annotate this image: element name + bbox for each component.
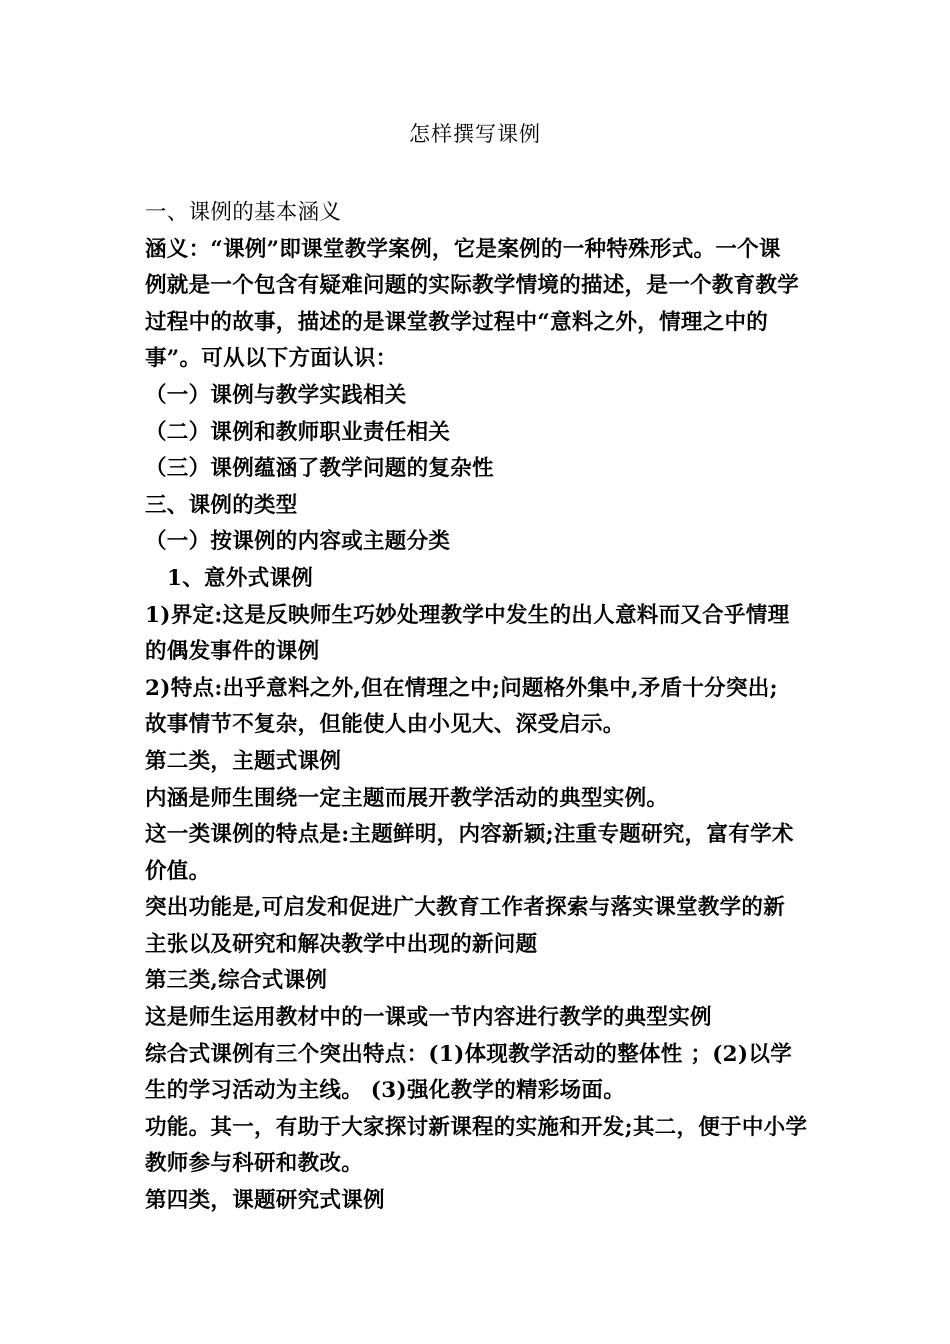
paragraph-line: 例就是一个包含有疑难问题的实际教学情境的描述，是一个教育教学 (145, 273, 800, 299)
document-body (145, 195, 815, 1220)
list-item: （三）课例蕴涵了教学问题的复杂性 (145, 456, 494, 482)
paragraph-line: 功能。其一，有助于大家探讨新课程的实施和开发;其二，便于中小学 (145, 1114, 808, 1140)
section-heading-3: 三、课例的类型 (145, 492, 298, 518)
paragraph-line: 这一类课例的特点是:主题鲜明，内容新颖;注重专题研究，富有学术 (145, 822, 794, 848)
category-heading: 第四类，课题研究式课例 (145, 1188, 385, 1214)
paragraph-line: 突出功能是,可启发和促进广大教育工作者探索与落实课堂教学的新 (145, 895, 785, 921)
paragraph-line: 价值。 (145, 858, 211, 884)
subsection-heading: （一）按课例的内容或主题分类 (145, 529, 451, 555)
section-heading-1: 一、课例的基本涵义 (145, 200, 342, 225)
category-heading: 第二类，主题式课例 (145, 748, 342, 774)
paragraph-line: 内涵是师生围绕一定主题而展开教学活动的典型实例。 (145, 785, 669, 811)
paragraph-line: 教师参与科研和教改。 (145, 1151, 364, 1177)
subsubsection-heading: 1、意外式课例 (167, 565, 314, 591)
paragraph-line: 事”。可从以下方面认识： (145, 346, 398, 372)
paragraph-line: 2)特点:出乎意料之外,但在情理之中;问题格外集中,矛盾十分突出; (145, 675, 778, 701)
paragraph-line: 过程中的故事，描述的是课堂教学过程中“意料之外，情理之中的 (145, 309, 769, 335)
category-heading: 第三类,综合式课例 (145, 968, 328, 994)
list-item: （二）课例和教师职业责任相关 (145, 419, 451, 445)
paragraph-line: 的偶发事件的课例 (145, 639, 320, 665)
paragraph-line: 1)界定:这是反映师生巧妙处理教学中发生的出人意料而又合乎情理 (145, 602, 790, 628)
paragraph-line: 故事情节不复杂，但能使人由小见大、深受启示。 (145, 712, 625, 738)
paragraph-line: 主张以及研究和解决教学中出现的新问题 (145, 931, 538, 957)
paragraph-line: 涵义：“课例”即课堂教学案例，它是案例的一种特殊形式。一个课 (145, 236, 781, 262)
paragraph-line: 这是师生运用教材中的一课或一节内容进行教学的典型实例 (145, 1005, 712, 1031)
paragraph-line: 生的学习活动为主线。 (3)强化教学的精彩场面。 (145, 1078, 625, 1104)
list-item: （一）课例与教学实践相关 (145, 382, 407, 408)
paragraph-line: 综合式课例有三个突出特点：(1)体现教学活动的整体性 ；(2)以学 (145, 1041, 792, 1067)
document-title: 怎样撰写课例 (409, 122, 541, 146)
